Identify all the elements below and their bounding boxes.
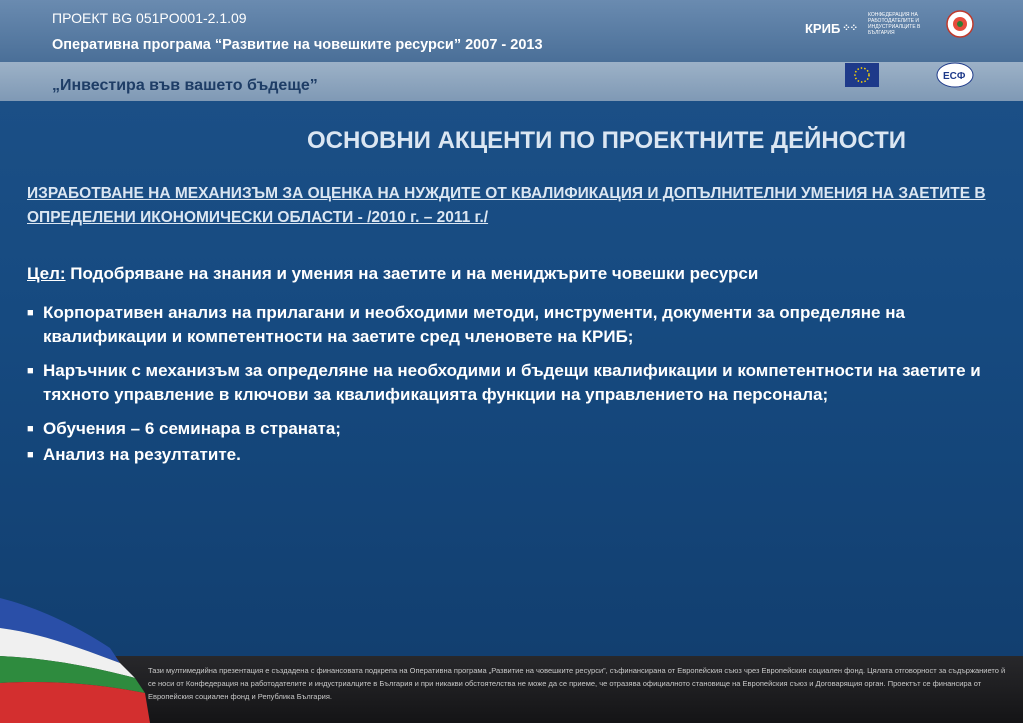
list-item: [27, 301, 997, 350]
slogan: „Инвестира във вашето бъдеще”: [52, 77, 318, 94]
krib-logo-text: КРИБ: [805, 20, 841, 36]
krib-dots-icon: ⁘⁘: [842, 22, 858, 34]
bullet-square-icon: ■: [27, 422, 34, 435]
goal-label: Цел:: [27, 264, 66, 283]
esf-logo-icon: [935, 60, 975, 90]
list-item: [27, 359, 997, 408]
bullet-text: Обучения – 6 семинара в страната;: [43, 418, 341, 438]
bullet-text: Наръчник с механизъм за определяне на необходими и бъдещи квалификации и компетентности на заетите и тяхното управление в ключови за квалификацията функции на управлението на персонала;: [43, 360, 981, 404]
goal-line: [27, 262, 997, 287]
bullet-square-icon: ■: [27, 449, 34, 461]
krib-full-name: КОНФЕДЕРАЦИЯ НА РАБОТОДАТЕЛИТЕ И ИНДУСТРИАЛЦИТЕ В БЪЛГАРИЯ: [868, 12, 921, 36]
eu-flag-icon: [845, 63, 879, 87]
bullet-text: Анализ на резултатите.: [43, 445, 241, 464]
bullet-square-icon: ■: [27, 306, 34, 319]
bullet-text: Корпоративен анализ на прилагани и необходими методи, инструменти, документи за определяне на квалификации и компетентности на заетите сред членовете на КРИБ;: [43, 302, 905, 346]
slide-subtitle: ИЗРАБОТВАНЕ НА МЕХАНИЗЪМ ЗА ОЦЕНКА НА НУЖДИТЕ ОТ КВАЛИФИКАЦИЯ И ДОПЪЛНИТЕЛНИ УМЕНИЯ НА ЗАЕТИТЕ В ОПРЕДЕЛЕНИ ИКОНОМИЧЕСКИ ОБЛАСТИ - /2010 г. – 2011 г./: [27, 185, 986, 226]
confederation-emblem-icon: [942, 8, 978, 44]
programme-name: Оперативна програма “Развитие на човешките ресурси” 2007 - 2013: [52, 37, 543, 53]
list-item: [27, 417, 997, 442]
krib-logo: [805, 10, 867, 46]
eu-bulgaria-flag-icon: [0, 588, 160, 723]
goal-text: Подобряване на знания и умения на заетите и на мениджърите човешки ресурси: [65, 264, 759, 283]
project-code: ПРОЕКТ BG 051PO001-2.1.09: [52, 10, 247, 26]
bullet-square-icon: ■: [27, 364, 34, 377]
slide-content: [27, 262, 997, 477]
esf-logo-text: ЕСФ: [943, 71, 966, 82]
slide-title: ОСНОВНИ АКЦЕНТИ ПО ПРОЕКТНИТЕ ДЕЙНОСТИ: [307, 127, 907, 154]
list-item: [27, 443, 997, 468]
footer-disclaimer: Тази мултимедийна презентация е създадена с финансовата подкрепа на Оперативна програма „Развитие на човешките ресурси”, съфинансирана от Европейския съюз чрез Европейския социален фонд. Цялата отговорност за съдържанието й се носи от Конфедерация на работодателите и индустриалците в България и при никакви обстоятелства не може да се приеме, че отразява официалното становище на Европейския съюз и Договарящия орган. Проектът се финансира от Европейския социален фонд и Република България.: [148, 666, 1006, 701]
